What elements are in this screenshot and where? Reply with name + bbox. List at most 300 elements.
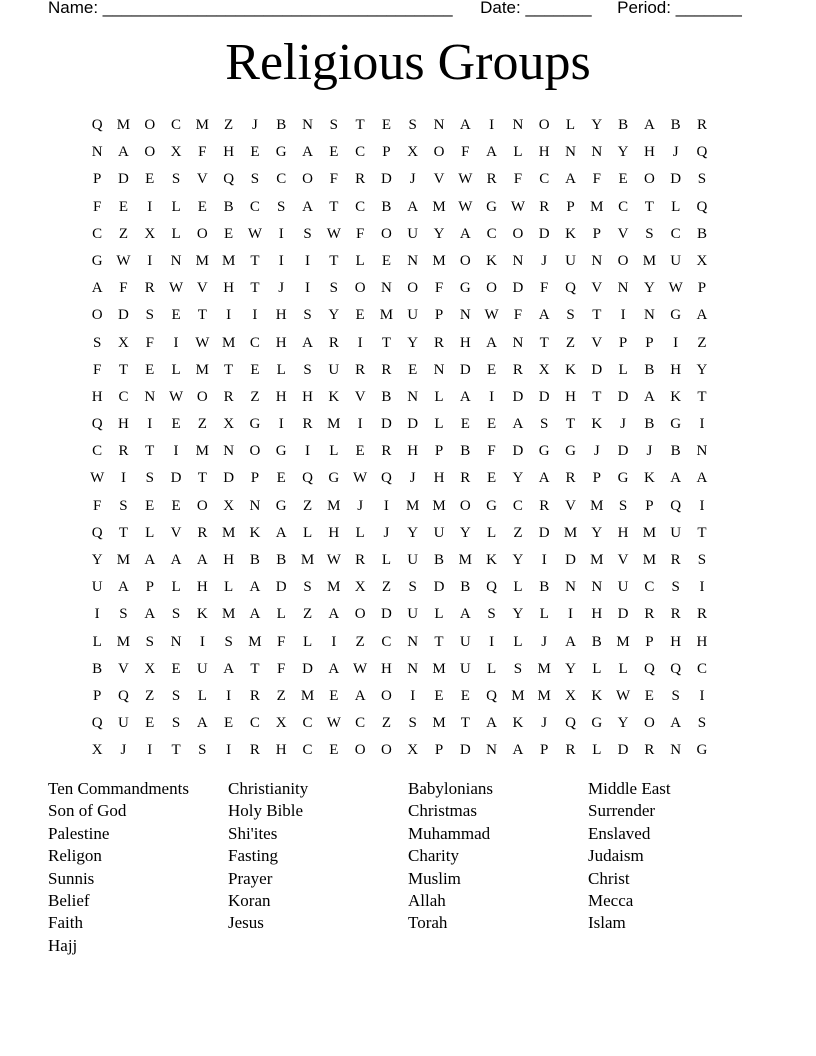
grid-letter[interactable]: A [696, 307, 708, 324]
grid-letter[interactable]: A [486, 334, 498, 351]
grid-letter[interactable]: R [249, 687, 260, 704]
grid-letter[interactable]: K [249, 524, 261, 541]
grid-letter[interactable]: Y [617, 144, 629, 161]
grid-letter[interactable]: N [170, 252, 182, 269]
grid-letter[interactable]: R [144, 280, 155, 297]
grid-letter[interactable]: C [92, 443, 103, 460]
grid-letter[interactable]: R [118, 443, 129, 460]
grid-letter[interactable]: A [486, 144, 498, 161]
grid-letter[interactable]: B [276, 552, 287, 568]
grid-letter[interactable]: L [329, 443, 339, 460]
grid-letter[interactable]: S [171, 606, 181, 623]
grid-letter[interactable]: E [487, 470, 497, 487]
grid-letter[interactable]: G [275, 443, 287, 460]
grid-letter[interactable]: U [91, 579, 103, 596]
grid-letter[interactable]: R [644, 742, 655, 759]
grid-letter[interactable]: M [537, 660, 551, 677]
grid-letter[interactable]: D [617, 388, 629, 405]
grid-letter[interactable]: C [355, 715, 366, 732]
grid-letter[interactable]: M [221, 252, 236, 269]
grid-letter[interactable]: O [380, 225, 392, 242]
grid-letter[interactable]: P [382, 144, 391, 161]
grid-letter[interactable]: H [670, 633, 682, 650]
grid-letter[interactable]: B [644, 416, 655, 433]
grid-letter[interactable]: I [541, 552, 547, 568]
grid-letter[interactable]: L [434, 606, 444, 623]
grid-letter[interactable]: M [432, 252, 446, 269]
grid-letter[interactable]: U [565, 252, 576, 269]
grid-letter[interactable]: M [327, 497, 341, 514]
grid-letter[interactable]: S [408, 117, 417, 133]
grid-letter[interactable]: V [617, 552, 629, 568]
grid-letter[interactable]: X [118, 334, 129, 351]
grid-letter[interactable]: Z [302, 606, 313, 623]
grid-letter[interactable]: M [195, 252, 209, 269]
grid-letter[interactable]: G [328, 470, 340, 487]
grid-letter[interactable]: C [171, 117, 182, 133]
grid-letter[interactable]: L [276, 361, 286, 378]
grid-letter[interactable]: I [383, 497, 389, 514]
grid-letter[interactable]: F [92, 198, 102, 215]
grid-letter[interactable]: Q [696, 144, 708, 161]
grid-letter[interactable]: M [616, 633, 630, 650]
grid-letter[interactable]: H [302, 388, 313, 405]
grid-letter[interactable]: Z [118, 225, 129, 242]
grid-letter[interactable]: I [147, 416, 153, 433]
grid-letter[interactable]: W [616, 687, 631, 704]
grid-letter[interactable]: S [697, 715, 707, 732]
grid-letter[interactable]: A [459, 606, 471, 623]
grid-letter[interactable]: L [487, 660, 497, 677]
grid-letter[interactable]: J [646, 443, 653, 460]
grid-letter[interactable]: P [250, 470, 260, 487]
grid-letter[interactable]: V [196, 171, 208, 188]
grid-letter[interactable]: F [540, 280, 549, 297]
grid-letter[interactable]: Z [381, 579, 391, 596]
grid-letter[interactable]: A [302, 144, 313, 161]
grid-letter[interactable]: A [249, 579, 261, 596]
grid-letter[interactable]: N [249, 497, 261, 514]
grid-letter[interactable]: D [433, 579, 445, 596]
grid-letter[interactable]: E [224, 715, 234, 732]
grid-letter[interactable]: V [170, 524, 182, 541]
grid-letter[interactable]: T [434, 633, 444, 650]
grid-letter[interactable]: F [145, 334, 154, 351]
grid-letter[interactable]: K [196, 606, 208, 623]
grid-letter[interactable]: N [486, 742, 498, 759]
grid-letter[interactable]: R [696, 606, 707, 623]
grid-letter[interactable]: O [196, 388, 208, 405]
grid-letter[interactable]: M [195, 117, 209, 133]
grid-letter[interactable]: Y [433, 225, 445, 242]
grid-letter[interactable]: C [276, 171, 287, 188]
grid-letter[interactable]: A [565, 171, 576, 188]
grid-letter[interactable]: E [118, 198, 129, 215]
grid-letter[interactable]: D [565, 552, 576, 568]
grid-letter[interactable]: L [224, 579, 234, 596]
grid-letter[interactable]: E [618, 171, 628, 188]
grid-letter[interactable]: J [620, 416, 626, 433]
grid-letter[interactable]: O [354, 280, 366, 297]
grid-letter[interactable]: L [592, 742, 602, 759]
grid-letter[interactable]: P [434, 307, 444, 324]
grid-letter[interactable]: R [512, 361, 523, 378]
grid-letter[interactable]: N [512, 334, 524, 351]
grid-letter[interactable]: S [303, 579, 312, 596]
grid-letter[interactable]: D [670, 171, 682, 188]
grid-letter[interactable]: H [459, 334, 471, 351]
grid-letter[interactable]: A [407, 198, 419, 215]
grid-letter[interactable]: C [249, 334, 260, 351]
grid-letter[interactable]: S [303, 225, 312, 242]
grid-letter[interactable]: R [565, 742, 576, 759]
grid-letter[interactable]: X [696, 252, 708, 269]
grid-letter[interactable]: H [91, 388, 103, 405]
grid-letter[interactable]: M [379, 307, 394, 324]
grid-letter[interactable]: E [487, 361, 497, 378]
grid-letter[interactable]: S [145, 633, 154, 650]
grid-letter[interactable]: C [92, 225, 103, 242]
grid-letter[interactable]: C [118, 388, 129, 405]
grid-letter[interactable]: E [408, 361, 418, 378]
grid-letter[interactable]: O [643, 715, 655, 732]
grid-letter[interactable]: I [147, 198, 153, 215]
grid-letter[interactable]: S [618, 497, 628, 514]
grid-letter[interactable]: B [591, 633, 602, 650]
grid-letter[interactable]: J [278, 280, 285, 297]
grid-letter[interactable]: I [147, 252, 153, 269]
grid-letter[interactable]: O [407, 280, 419, 297]
grid-letter[interactable]: D [380, 171, 392, 188]
grid-letter[interactable]: A [538, 470, 550, 487]
grid-letter[interactable]: S [697, 552, 707, 568]
grid-letter[interactable]: T [197, 307, 207, 324]
grid-letter[interactable]: B [223, 198, 234, 215]
grid-letter[interactable]: A [512, 742, 524, 759]
grid-letter[interactable]: W [353, 470, 368, 487]
grid-letter[interactable]: Z [565, 334, 576, 351]
grid-letter[interactable]: R [381, 361, 392, 378]
grid-letter[interactable]: M [432, 497, 446, 514]
grid-letter[interactable]: T [697, 524, 707, 541]
grid-letter[interactable]: O [144, 117, 156, 133]
grid-letter[interactable]: Y [328, 307, 340, 324]
grid-letter[interactable]: E [434, 687, 444, 704]
grid-letter[interactable]: R [223, 388, 234, 405]
grid-letter[interactable]: E [171, 660, 181, 677]
grid-letter[interactable]: K [565, 361, 576, 378]
grid-letter[interactable]: D [459, 742, 471, 759]
grid-letter[interactable]: E [145, 715, 155, 732]
grid-letter[interactable]: N [91, 144, 103, 161]
grid-letter[interactable]: A [643, 117, 655, 133]
grid-letter[interactable]: X [91, 742, 103, 759]
grid-letter[interactable]: L [487, 524, 497, 541]
grid-letter[interactable]: E [460, 416, 470, 433]
grid-letter[interactable]: G [617, 470, 629, 487]
grid-letter[interactable]: B [249, 552, 260, 568]
grid-letter[interactable]: E [145, 361, 155, 378]
grid-letter[interactable]: B [696, 225, 707, 242]
grid-letter[interactable]: D [617, 742, 629, 759]
grid-letter[interactable]: S [540, 416, 549, 433]
grid-letter[interactable]: Q [118, 687, 129, 704]
grid-letter[interactable]: F [487, 443, 496, 460]
grid-letter[interactable]: P [645, 633, 654, 650]
grid-letter[interactable]: O [617, 252, 629, 269]
grid-letter[interactable]: B [618, 117, 629, 133]
grid-letter[interactable]: L [302, 524, 313, 541]
grid-letter[interactable]: E [460, 687, 470, 704]
grid-letter[interactable]: L [171, 361, 181, 378]
grid-letter[interactable]: M [116, 552, 131, 568]
grid-letter[interactable]: L [565, 117, 576, 133]
grid-letter[interactable]: Q [670, 497, 682, 514]
grid-letter[interactable]: N [380, 280, 392, 297]
grid-letter[interactable]: J [409, 171, 416, 188]
grid-letter[interactable]: I [699, 497, 705, 514]
grid-letter[interactable]: D [617, 443, 629, 460]
grid-letter[interactable]: G [486, 497, 498, 514]
grid-letter[interactable]: Q [91, 117, 103, 133]
grid-letter[interactable]: F [592, 171, 601, 188]
grid-letter[interactable]: G [249, 416, 261, 433]
grid-letter[interactable]: M [642, 552, 657, 568]
grid-letter[interactable]: W [116, 252, 131, 269]
grid-letter[interactable]: R [355, 552, 366, 568]
grid-letter[interactable]: U [118, 715, 129, 732]
grid-letter[interactable]: X [223, 416, 235, 433]
grid-letter[interactable]: K [591, 687, 603, 704]
grid-letter[interactable]: Z [224, 117, 234, 133]
grid-letter[interactable]: P [92, 171, 102, 188]
grid-letter[interactable]: A [486, 715, 498, 732]
grid-letter[interactable]: N [617, 280, 629, 297]
grid-letter[interactable]: H [328, 524, 340, 541]
grid-letter[interactable]: Y [617, 715, 629, 732]
grid-letter[interactable]: C [302, 715, 313, 732]
grid-letter[interactable]: C [249, 198, 260, 215]
grid-letter[interactable]: M [300, 687, 315, 704]
grid-letter[interactable]: A [275, 524, 287, 541]
grid-letter[interactable]: H [196, 579, 208, 596]
grid-letter[interactable]: P [645, 334, 654, 351]
grid-letter[interactable]: Z [513, 524, 523, 541]
grid-letter[interactable]: S [171, 687, 181, 704]
grid-letter[interactable]: R [644, 606, 655, 623]
grid-letter[interactable]: Y [459, 524, 471, 541]
grid-letter[interactable]: S [303, 307, 312, 324]
grid-letter[interactable]: S [697, 171, 707, 188]
grid-letter[interactable]: U [328, 361, 340, 378]
grid-letter[interactable]: Z [697, 334, 707, 351]
grid-letter[interactable]: H [538, 144, 550, 161]
grid-letter[interactable]: D [512, 388, 524, 405]
grid-letter[interactable]: V [591, 334, 603, 351]
grid-letter[interactable]: E [197, 198, 207, 215]
grid-letter[interactable]: B [670, 443, 681, 460]
grid-letter[interactable]: I [410, 687, 416, 704]
grid-letter[interactable]: A [118, 579, 129, 596]
grid-letter[interactable]: M [563, 524, 578, 541]
grid-letter[interactable]: M [590, 552, 604, 568]
grid-letter[interactable]: E [644, 687, 654, 704]
grid-letter[interactable]: S [277, 198, 286, 215]
grid-letter[interactable]: H [591, 606, 603, 623]
grid-letter[interactable]: A [196, 552, 208, 568]
grid-letter[interactable]: L [197, 687, 207, 704]
grid-letter[interactable]: R [486, 171, 497, 188]
grid-letter[interactable]: N [670, 742, 682, 759]
grid-letter[interactable]: M [432, 715, 446, 732]
grid-letter[interactable]: M [458, 552, 472, 568]
grid-letter[interactable]: A [302, 198, 313, 215]
grid-letter[interactable]: L [539, 606, 549, 623]
grid-letter[interactable]: I [278, 225, 284, 242]
grid-letter[interactable]: T [644, 198, 654, 215]
grid-letter[interactable]: T [250, 280, 260, 297]
grid-letter[interactable]: B [276, 117, 287, 133]
grid-letter[interactable]: J [357, 497, 364, 514]
grid-letter[interactable]: F [198, 144, 207, 161]
grid-letter[interactable]: I [489, 633, 495, 650]
grid-letter[interactable]: N [407, 388, 419, 405]
grid-letter[interactable]: L [171, 225, 181, 242]
grid-letter[interactable]: A [91, 280, 103, 297]
grid-letter[interactable]: T [118, 361, 129, 378]
grid-letter[interactable]: H [617, 524, 629, 541]
grid-letter[interactable]: C [249, 715, 260, 732]
grid-letter[interactable]: R [670, 552, 681, 568]
grid-letter[interactable]: T [171, 742, 181, 759]
grid-letter[interactable]: F [329, 171, 338, 188]
grid-letter[interactable]: W [353, 660, 368, 677]
grid-letter[interactable]: U [407, 225, 419, 242]
grid-letter[interactable]: Q [565, 280, 576, 297]
grid-letter[interactable]: O [380, 687, 392, 704]
grid-letter[interactable]: S [224, 633, 233, 650]
grid-letter[interactable]: E [329, 742, 339, 759]
grid-letter[interactable]: Z [381, 715, 391, 732]
grid-letter[interactable]: N [407, 660, 419, 677]
grid-letter[interactable]: P [145, 579, 154, 596]
grid-letter[interactable]: P [645, 497, 654, 514]
grid-letter[interactable]: M [116, 117, 131, 133]
grid-letter[interactable]: E [171, 497, 181, 514]
grid-letter[interactable]: J [252, 117, 258, 133]
grid-letter[interactable]: N [696, 443, 708, 460]
grid-letter[interactable]: H [275, 388, 287, 405]
grid-letter[interactable]: I [305, 280, 311, 297]
grid-letter[interactable]: I [173, 443, 179, 460]
grid-letter[interactable]: R [670, 606, 681, 623]
grid-letter[interactable]: R [565, 470, 576, 487]
grid-letter[interactable]: P [618, 334, 628, 351]
grid-letter[interactable]: N [591, 579, 603, 596]
grid-letter[interactable]: F [92, 497, 102, 514]
grid-letter[interactable]: D [302, 660, 313, 677]
grid-letter[interactable]: U [196, 660, 208, 677]
grid-letter[interactable]: Z [145, 687, 155, 704]
grid-letter[interactable]: H [407, 443, 419, 460]
grid-letter[interactable]: Z [302, 497, 313, 514]
grid-letter[interactable]: G [91, 252, 103, 269]
grid-letter[interactable]: N [407, 252, 419, 269]
grid-letter[interactable]: T [539, 334, 549, 351]
grid-letter[interactable]: I [620, 307, 626, 324]
grid-letter[interactable]: N [512, 252, 524, 269]
grid-letter[interactable]: F [513, 171, 523, 188]
grid-letter[interactable]: W [668, 280, 683, 297]
grid-letter[interactable]: W [458, 171, 473, 188]
grid-letter[interactable]: T [250, 660, 260, 677]
grid-letter[interactable]: M [327, 579, 341, 596]
grid-letter[interactable]: D [591, 361, 603, 378]
grid-letter[interactable]: T [381, 334, 391, 351]
grid-letter[interactable]: B [434, 552, 445, 568]
grid-letter[interactable]: L [355, 524, 365, 541]
grid-letter[interactable]: A [696, 470, 708, 487]
grid-letter[interactable]: J [593, 443, 600, 460]
grid-letter[interactable]: I [699, 416, 705, 433]
grid-letter[interactable]: W [326, 552, 341, 568]
grid-letter[interactable]: M [327, 416, 341, 433]
grid-letter[interactable]: I [278, 416, 284, 433]
grid-letter[interactable]: P [434, 742, 444, 759]
grid-letter[interactable]: T [329, 252, 339, 269]
grid-letter[interactable]: V [433, 171, 445, 188]
grid-letter[interactable]: E [250, 361, 260, 378]
grid-letter[interactable]: X [275, 715, 287, 732]
grid-letter[interactable]: J [409, 470, 416, 487]
grid-letter[interactable]: Q [643, 660, 655, 677]
grid-letter[interactable]: M [116, 633, 131, 650]
grid-letter[interactable]: L [513, 633, 523, 650]
grid-letter[interactable]: Q [486, 687, 498, 704]
grid-letter[interactable]: X [565, 687, 576, 704]
grid-letter[interactable]: R [302, 416, 313, 433]
grid-letter[interactable]: W [458, 198, 473, 215]
grid-letter[interactable]: F [513, 307, 523, 324]
grid-letter[interactable]: L [671, 198, 681, 215]
grid-letter[interactable]: S [408, 715, 417, 732]
grid-letter[interactable]: Q [380, 470, 392, 487]
grid-letter[interactable]: S [171, 171, 181, 188]
grid-letter[interactable]: X [170, 144, 182, 161]
grid-letter[interactable]: D [223, 470, 235, 487]
grid-letter[interactable]: G [538, 443, 550, 460]
grid-letter[interactable]: U [459, 660, 471, 677]
grid-letter[interactable]: Q [670, 660, 682, 677]
grid-letter[interactable]: K [670, 388, 682, 405]
grid-letter[interactable]: S [329, 117, 338, 133]
grid-letter[interactable]: M [590, 497, 604, 514]
grid-letter[interactable]: E [276, 470, 286, 487]
grid-letter[interactable]: S [671, 579, 680, 596]
grid-letter[interactable]: Y [512, 606, 524, 623]
grid-letter[interactable]: A [459, 388, 471, 405]
grid-letter[interactable]: N [512, 117, 524, 133]
grid-letter[interactable]: N [591, 252, 603, 269]
grid-letter[interactable]: S [145, 470, 154, 487]
grid-letter[interactable]: P [434, 443, 444, 460]
grid-letter[interactable]: Q [565, 715, 576, 732]
grid-letter[interactable]: D [538, 388, 550, 405]
grid-letter[interactable]: Y [512, 470, 524, 487]
grid-letter[interactable]: M [406, 497, 420, 514]
grid-letter[interactable]: W [326, 225, 341, 242]
grid-letter[interactable]: K [486, 252, 498, 269]
